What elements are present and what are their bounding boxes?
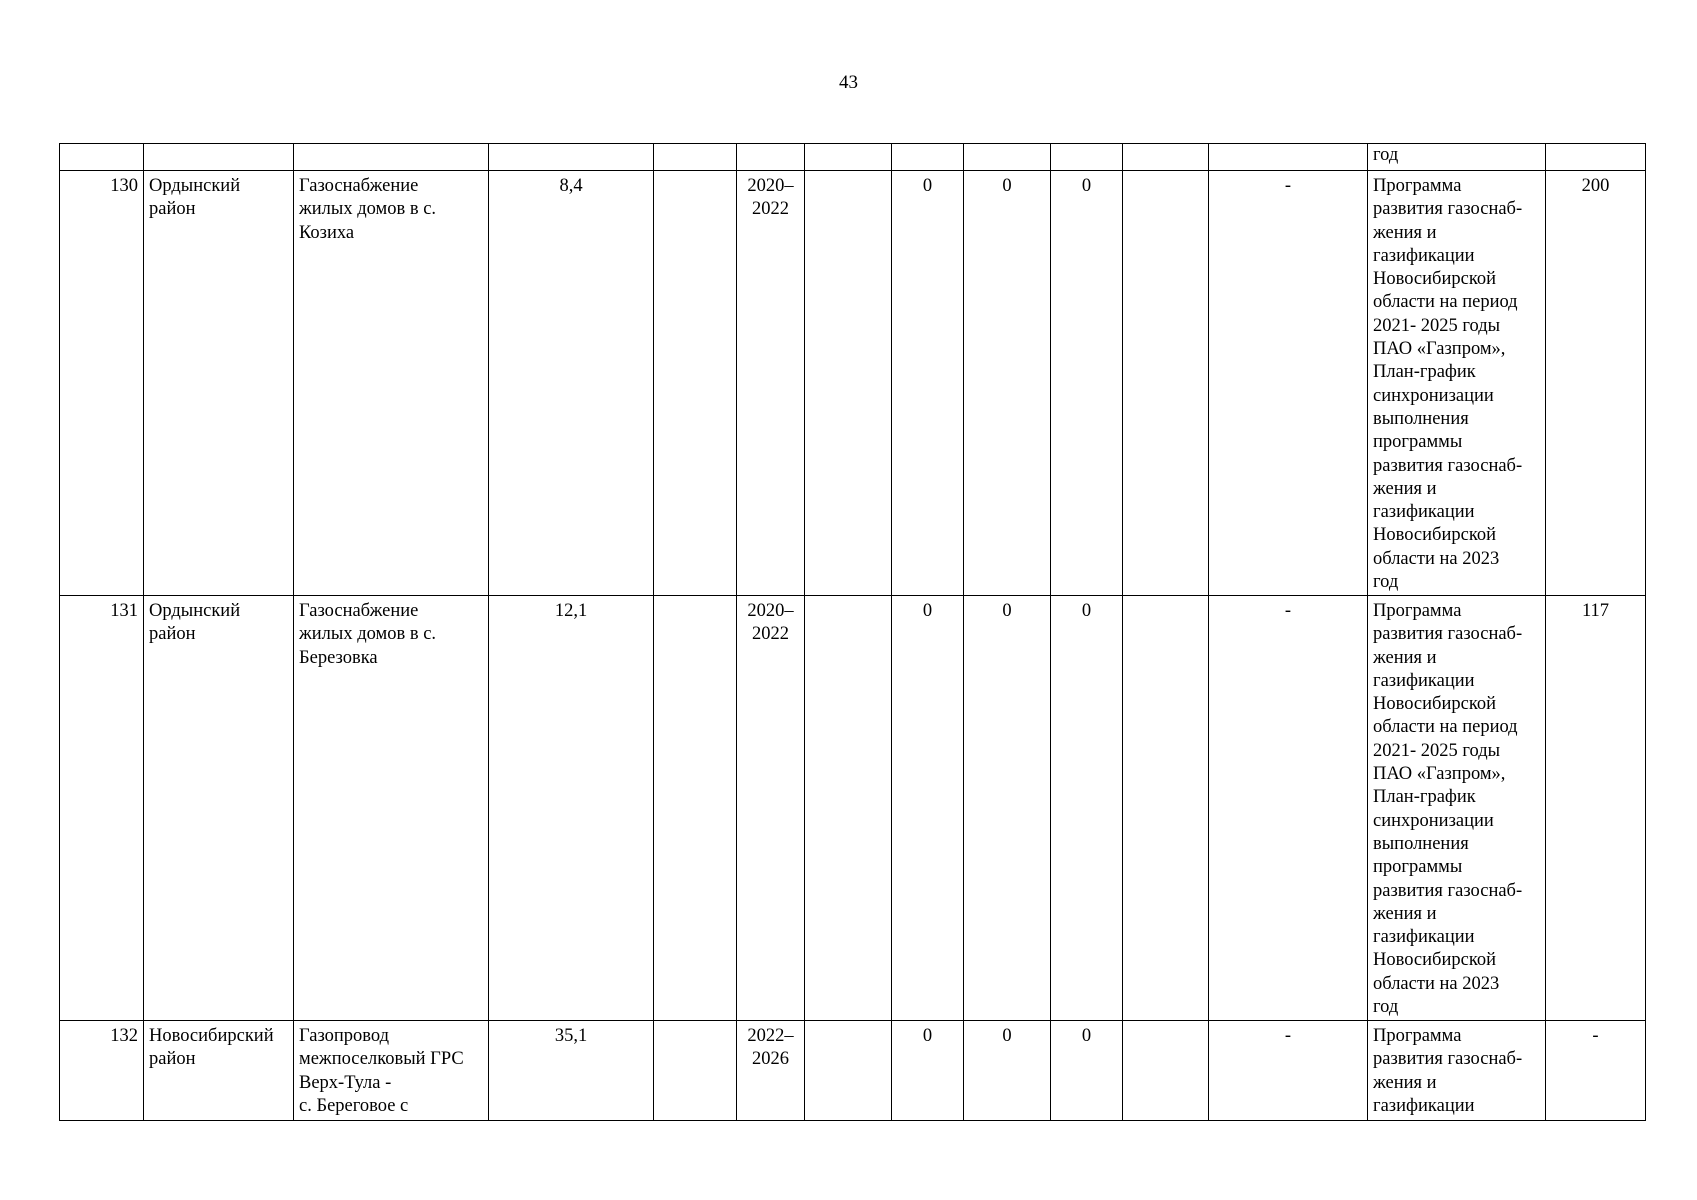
column-7-cell: [805, 171, 892, 596]
column-5-cell: [654, 171, 737, 596]
object-name-cell: [294, 596, 489, 1021]
row-number-cell: 131: [60, 596, 144, 1021]
length-cell: 8,4: [489, 171, 654, 596]
object-name-line: межпоселковый ГРС: [299, 1049, 464, 1070]
period-line: 2020–: [747, 601, 794, 621]
table-row: [60, 171, 1646, 596]
object-name-line: Верх-Тула -: [299, 1072, 392, 1093]
object-name-line: Газоснабжение: [299, 601, 419, 621]
object-name-line: с. Береговое с: [299, 1095, 409, 1116]
row-number-cell: 132: [60, 1021, 144, 1121]
source-program-line: год: [1373, 997, 1399, 1018]
district-line: район: [149, 199, 196, 220]
length-cell: 35,1: [489, 1021, 654, 1121]
source-program-cell: [1368, 1021, 1546, 1121]
district-line: район: [149, 624, 196, 645]
source-program-line: год: [1373, 572, 1399, 593]
column-7-cell: [805, 1021, 892, 1121]
source-program-line: развития газоснаб-: [1373, 1049, 1523, 1070]
source-cell-continuation: год: [1368, 144, 1546, 171]
column-12-cell: -: [1209, 596, 1368, 1021]
source-program-line: выполнения: [1373, 833, 1469, 854]
column-8-cell: 0: [892, 596, 964, 1021]
source-program-line: развития газоснаб-: [1373, 880, 1523, 901]
period-line: 2022–: [747, 1026, 794, 1046]
source-program-line: программы: [1373, 432, 1463, 453]
district-cell: [144, 596, 294, 1021]
source-program-line: развития газоснаб-: [1373, 624, 1523, 645]
source-program-line: ПАО «Газпром»,: [1373, 339, 1506, 360]
column-11-cell: [1123, 171, 1209, 596]
source-program-line: области на период: [1373, 292, 1518, 313]
source-program-line: газификации: [1373, 670, 1475, 691]
table-row: [60, 596, 1646, 1021]
period-cell: [737, 596, 805, 1021]
last-value-cell: 117: [1546, 596, 1646, 1021]
source-program-line: области на 2023: [1373, 973, 1500, 994]
source-program-line: программы: [1373, 857, 1463, 878]
object-name-line: Березовка: [299, 647, 378, 668]
source-program-line: Программа: [1373, 601, 1462, 621]
column-10-cell: 0: [1051, 171, 1123, 596]
gasification-table: [59, 143, 1646, 1121]
period-line: 2020–: [747, 176, 794, 196]
period-cell: [737, 171, 805, 596]
source-program-line: газификации: [1373, 1095, 1475, 1116]
source-program-line: Программа: [1373, 1026, 1462, 1046]
source-program-line: 2021- 2025 годы: [1373, 315, 1501, 336]
column-7-cell: [805, 596, 892, 1021]
district-line: Новосибирский: [149, 1026, 274, 1046]
source-program-cell: [1368, 171, 1546, 596]
district-cell: [144, 1021, 294, 1121]
column-10-cell: 0: [1051, 596, 1123, 1021]
object-name-line: Козиха: [299, 222, 355, 243]
source-program-line: синхронизации: [1373, 385, 1494, 406]
source-program-line: 2021- 2025 годы: [1373, 740, 1501, 761]
source-program-line: жения и: [1373, 903, 1437, 924]
column-9-cell: 0: [964, 171, 1051, 596]
page-number: 43: [839, 72, 858, 93]
district-cell: [144, 171, 294, 596]
column-9-cell: 0: [964, 1021, 1051, 1121]
source-program-line: развития газоснаб-: [1373, 455, 1523, 476]
column-9-cell: 0: [964, 596, 1051, 1021]
column-10-cell: 0: [1051, 1021, 1123, 1121]
object-name-line: жилых домов в с.: [299, 199, 437, 220]
period-line: 2022: [752, 199, 789, 220]
last-value-cell: 200: [1546, 171, 1646, 596]
period-line: 2022: [752, 624, 789, 645]
source-program-line: области на период: [1373, 717, 1518, 738]
source-program-line: Новосибирской: [1373, 525, 1497, 546]
source-program-line: Новосибирской: [1373, 269, 1497, 290]
source-program-line: План-график: [1373, 787, 1476, 808]
source-program-line: жения и: [1373, 1072, 1437, 1093]
source-program-line: Новосибирской: [1373, 950, 1497, 971]
object-name-line: Газопровод: [299, 1026, 390, 1046]
source-program-line: выполнения: [1373, 408, 1469, 429]
source-program-line: Новосибирской: [1373, 694, 1497, 715]
column-5-cell: [654, 596, 737, 1021]
length-cell: 12,1: [489, 596, 654, 1021]
source-program-cell: [1368, 596, 1546, 1021]
object-name-line: жилых домов в с.: [299, 624, 437, 645]
object-name-cell: [294, 1021, 489, 1121]
row-number-cell: 130: [60, 171, 144, 596]
source-program-line: План-график: [1373, 362, 1476, 383]
object-name-cell: [294, 171, 489, 596]
source-program-line: жения и: [1373, 478, 1437, 499]
column-5-cell: [654, 1021, 737, 1121]
source-program-line: синхронизации: [1373, 810, 1494, 831]
column-11-cell: [1123, 596, 1209, 1021]
last-value-cell: -: [1546, 1021, 1646, 1121]
district-line: Ордынский: [149, 176, 241, 196]
column-12-cell: -: [1209, 1021, 1368, 1121]
source-program-line: газификации: [1373, 927, 1475, 948]
column-8-cell: 0: [892, 171, 964, 596]
district-line: Ордынский: [149, 601, 241, 621]
period-line: 2026: [752, 1049, 789, 1070]
source-program-line: жения и: [1373, 222, 1437, 243]
source-program-line: области на 2023: [1373, 548, 1500, 569]
source-program-line: ПАО «Газпром»,: [1373, 764, 1506, 785]
period-cell: [737, 1021, 805, 1121]
source-program-line: Программа: [1373, 176, 1462, 196]
column-11-cell: [1123, 1021, 1209, 1121]
column-8-cell: 0: [892, 1021, 964, 1121]
source-program-line: развития газоснаб-: [1373, 199, 1523, 220]
table-row: [60, 1021, 1646, 1121]
district-line: район: [149, 1049, 196, 1070]
continuation-row: [60, 144, 1646, 171]
object-name-line: Газоснабжение: [299, 176, 419, 196]
source-program-line: газификации: [1373, 502, 1475, 523]
source-program-line: газификации: [1373, 245, 1475, 266]
source-program-line: жения и: [1373, 647, 1437, 668]
column-12-cell: -: [1209, 171, 1368, 596]
